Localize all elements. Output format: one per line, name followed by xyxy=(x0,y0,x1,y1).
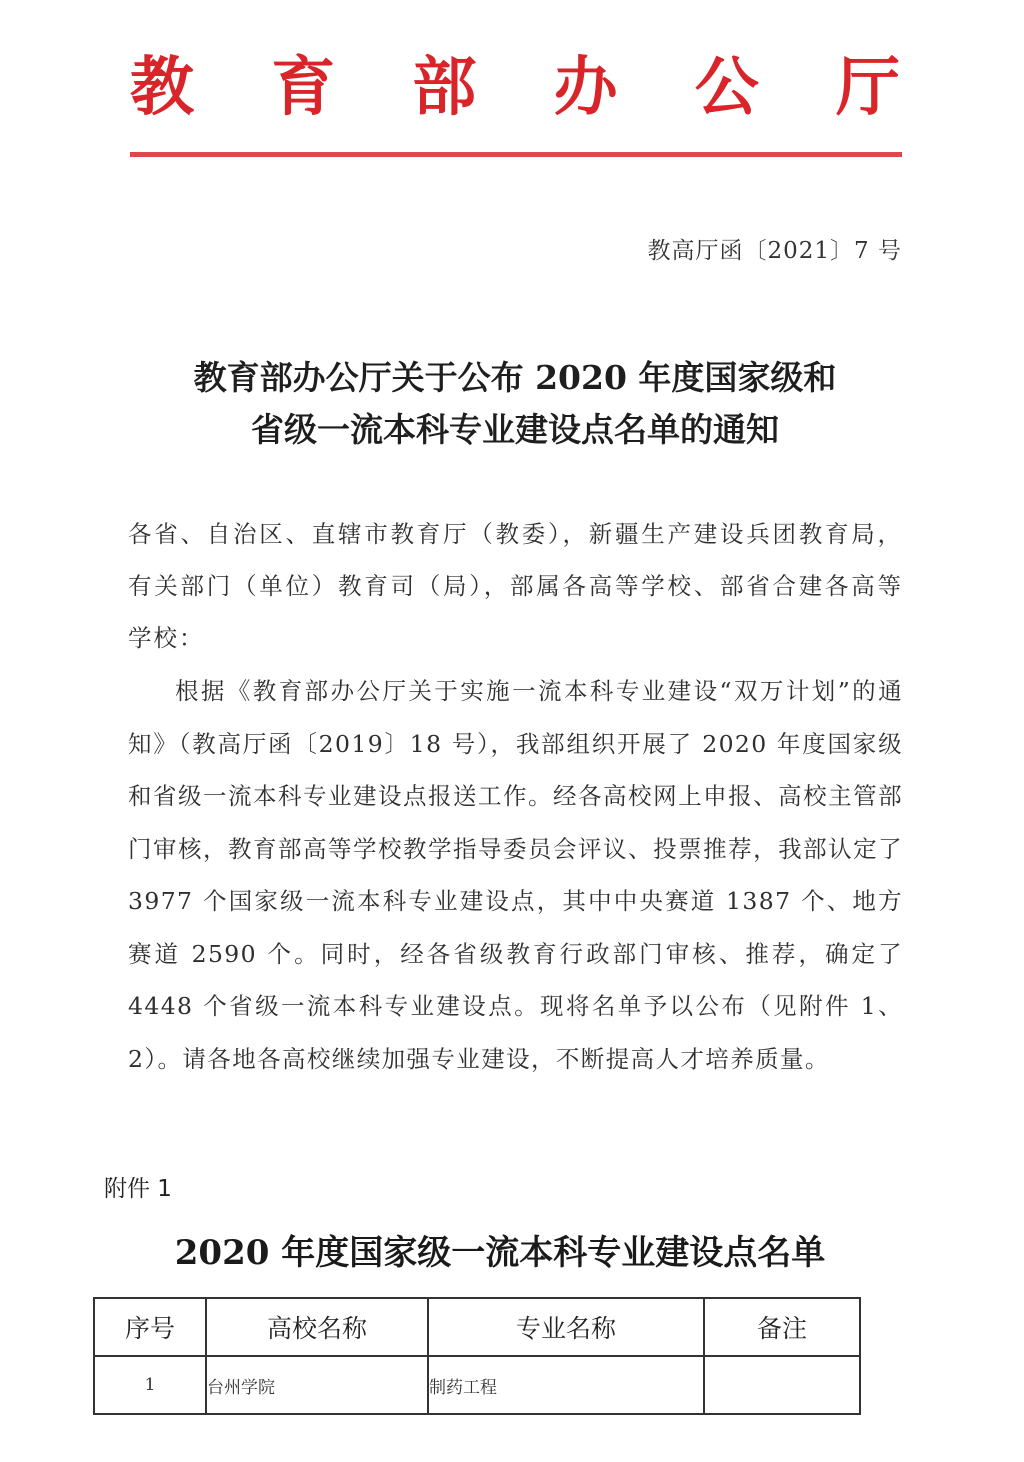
salutation-paragraph: 各省、自治区、直辖市教育厅（教委），新疆生产建设兵团教育局，有关部门（单位）教育司（局），部属各高等学校、部省合建各高等学校： xyxy=(128,520,903,652)
document-title-line-1: 教育部办公厅关于公布 2020 年度国家级和 xyxy=(193,358,837,397)
document-title-line-2: 省级一流本科专业建设点名单的通知 xyxy=(251,410,779,449)
table-row xyxy=(94,1356,860,1414)
cell-major: 制药工程 xyxy=(428,1356,704,1414)
issuer-char: 教 xyxy=(130,50,194,125)
cell-university: 台州学院 xyxy=(206,1356,428,1414)
issuer-char: 部 xyxy=(412,50,477,125)
table-header-row xyxy=(94,1298,860,1356)
column-header-major: 专业名称 xyxy=(428,1298,704,1356)
list-title: 2020 年度国家级一流本科专业建设点名单 xyxy=(174,1233,826,1273)
body-paragraph: 根据《教育部办公厅关于实施一流本科专业建设“双万计划”的通知》（教高厅函〔2019〕18 号），我部组织开展了 2020 年度国家级和省级一流本科专业建设点报送工作。经各高校网上申报、高校主管部门审核，教育部高等学校教学指导委员会评议、投票推荐，我部认定了 3977 个国家级一流本科专业建设点，其中中央赛道 1387 个、地方赛道 2590 个。同时，经各省级教育行政部门审核、推荐，确定了 4448 个省级一流本科专业建设点。现将名单予以公布（见附件 1、2）。请各地各高校继续加强专业建设，不断提高人才培养质量。 xyxy=(128,677,903,1073)
column-header-university: 高校名称 xyxy=(206,1298,428,1356)
cell-remarks xyxy=(704,1356,860,1414)
header-red-rule xyxy=(130,152,902,157)
column-header-index: 序号 xyxy=(94,1298,206,1356)
issuer-char: 厅 xyxy=(835,50,900,125)
issuer-char: 育 xyxy=(271,50,336,125)
issuer-header xyxy=(130,48,900,128)
attachment-label: 附件 1 xyxy=(104,1176,172,1202)
document-title xyxy=(120,352,910,456)
issuer-char: 公 xyxy=(694,50,759,125)
program-list-table xyxy=(93,1297,861,1415)
cell-index: 1 xyxy=(94,1356,206,1414)
issuer-char: 办 xyxy=(553,50,618,125)
column-header-remarks: 备注 xyxy=(704,1298,860,1356)
document-number: 教高厅函〔2021〕7 号 xyxy=(647,238,902,264)
